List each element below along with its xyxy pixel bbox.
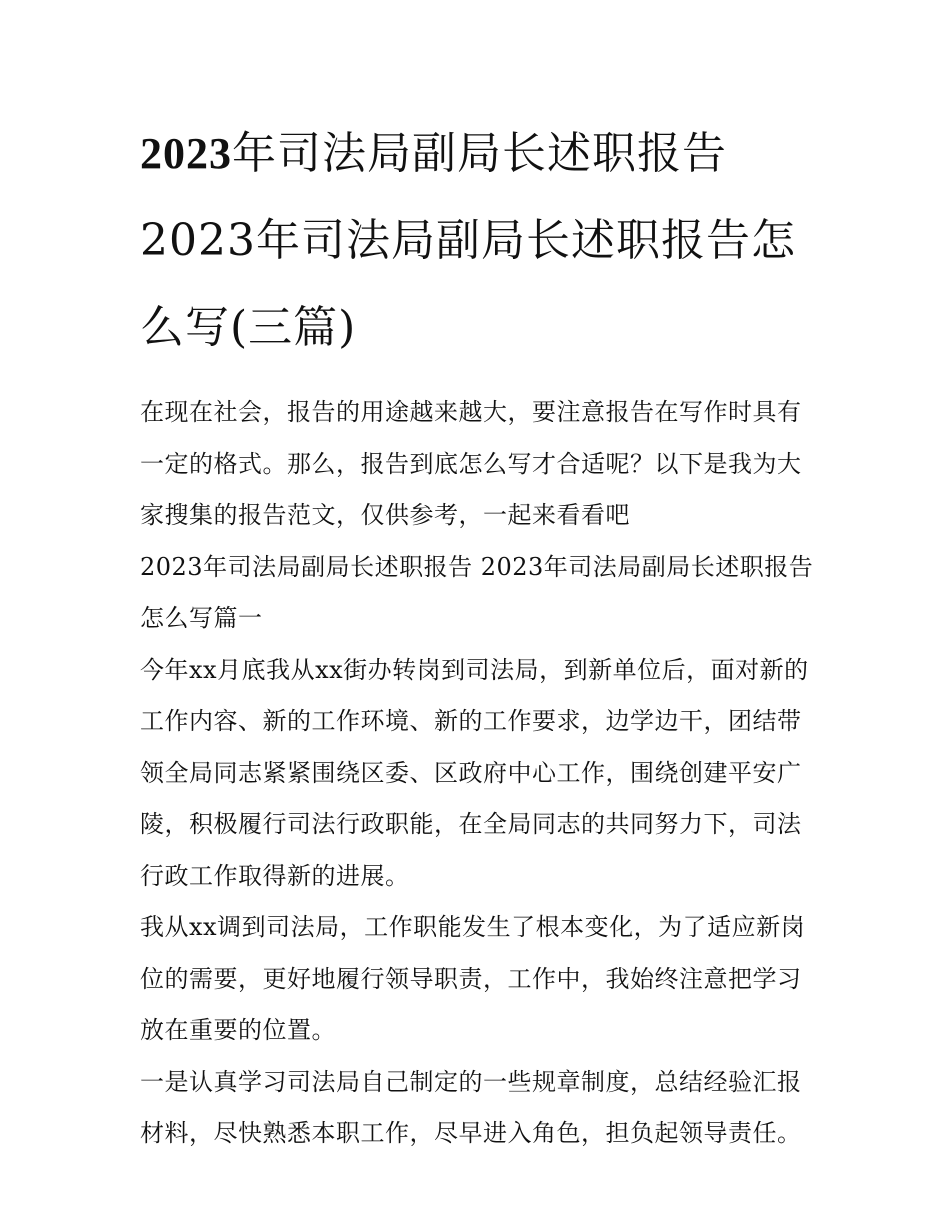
document-body [140,387,820,1160]
intro-paragraph: 在现在社会，报告的用途越来越大，要注意报告在写作时具有一定的格式。那么，报告到底怎么写才合适呢？以下是我为大家搜集的报告范文，仅供参考，一起来看看吧 [140,398,802,529]
title-year: 2023 [140,129,232,178]
body-paragraph: 我从xx调到司法局，工作职能发生了根本变化，为了适应新岗位的需要，更好地履行领导职责，工作中，我始终注意把学习放在重要的位置。 [140,913,806,1044]
section-heading: 2023年司法局副局长述职报告 2023年司法局副局长述职报告怎么写篇一 [140,552,814,632]
body-paragraph: 今年xx月底我从xx街办转岗到司法局，到新单位后，面对新的工作内容、新的工作环境、新的工作要求，边学边干，团结带领全局同志紧紧围绕区委、区政府中心工作，围绕创建平安广陵，积极履行司法行政职能，在全局同志的共同努力下，司法行政工作取得新的进展。 [140,655,809,890]
document-title [140,110,820,371]
body-paragraph: 一是认真学习司法局自己制定的一些规章制度，总结经验汇报材料，尽快熟悉本职工作，尽早进入角色，担负起领导责任。 [140,1067,802,1147]
title-text: 年司法局副局长述职报告2023年司法局副局长述职报告怎么写(三篇) [140,128,796,353]
